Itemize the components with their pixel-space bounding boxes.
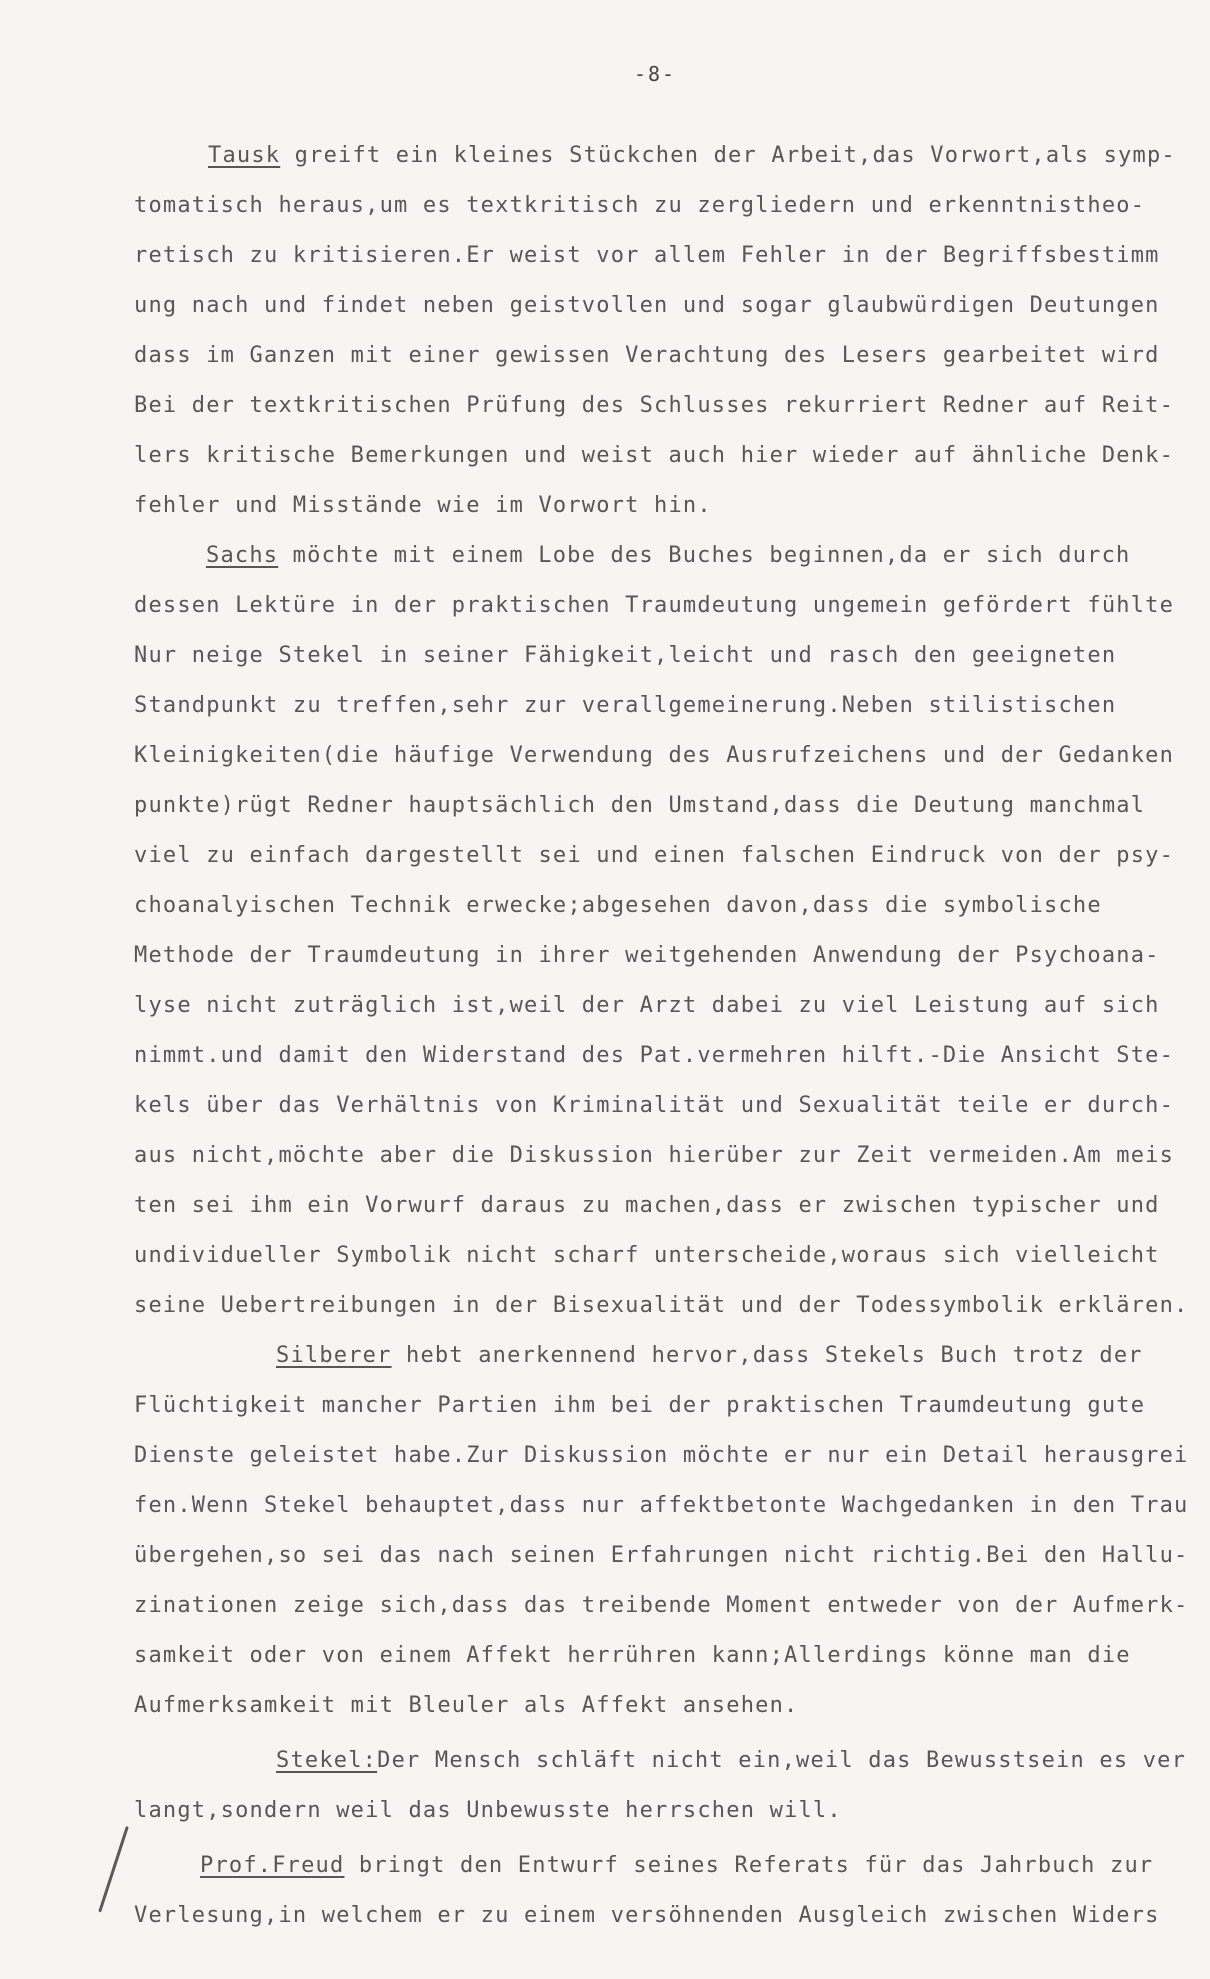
text-line: Silberer hebt anerkennend hervor,dass Stekels Buch trotz der xyxy=(276,1343,1143,1368)
speaker-name-sachs: Sachs xyxy=(206,543,279,568)
page-number: -8- xyxy=(633,62,677,86)
text-line: Bei der textkritischen Prüfung des Schlusses rekurriert Redner auf Reit- xyxy=(134,393,1175,418)
text-line: Methode der Traumdeutung in ihrer weitgehenden Anwendung der Psychoana- xyxy=(134,943,1160,968)
text-line: lyse nicht zuträglich ist,weil der Arzt dabei zu viel Leistung auf sich xyxy=(134,993,1160,1018)
text-line: Sachs möchte mit einem Lobe des Buches beginnen,da er sich durch xyxy=(206,543,1131,568)
text-line: ung nach und findet neben geistvollen und sogar glaubwürdigen Deutungen xyxy=(134,293,1160,318)
speaker-name-tausk: Tausk xyxy=(208,143,281,168)
text-line: punkte)rügt Redner hauptsächlich den Umstand,dass die Deutung manchmal xyxy=(134,793,1146,818)
text-line: zinationen zeige sich,dass das treibende Moment entweder von der Aufmerk- xyxy=(134,1593,1189,1618)
text-line: seine Uebertreibungen in der Bisexualität und der Todessymbolik erklären. xyxy=(134,1293,1189,1318)
text-line: nimmt.und damit den Widerstand des Pat.vermehren hilft.-Die Ansicht Ste- xyxy=(134,1043,1175,1068)
text-line: undividueller Symbolik nicht scharf unterscheide,woraus sich vielleicht xyxy=(134,1243,1160,1268)
text-line: viel zu einfach dargestellt sei und einen falschen Eindruck von der psy- xyxy=(134,843,1175,868)
text-line: Flüchtigkeit mancher Partien ihm bei der praktischen Traumdeutung gute xyxy=(134,1393,1146,1418)
text-line: Stekel:Der Mensch schläft nicht ein,weil das Bewusstsein es ver xyxy=(276,1748,1187,1773)
speaker-name-freud: Prof.Freud xyxy=(200,1853,345,1878)
text-line: Aufmerksamkeit mit Bleuler als Affekt ansehen. xyxy=(134,1693,799,1718)
text-line: Nur neige Stekel in seiner Fähigkeit,leicht und rasch den geeigneten xyxy=(134,643,1117,668)
text-line: tomatisch heraus,um es textkritisch zu zergliedern und erkenntnistheo- xyxy=(134,193,1146,218)
text-line: Standpunkt zu treffen,sehr zur verallgemeinerung.Neben stilistischen xyxy=(134,693,1117,718)
speaker-name-stekel: Stekel: xyxy=(276,1748,378,1773)
text-line: Tausk greift ein kleines Stückchen der Arbeit,das Vorwort,als symp- xyxy=(208,143,1176,168)
text-line: dessen Lektüre in der praktischen Traumdeutung ungemein gefördert fühlte xyxy=(134,593,1175,618)
margin-stroke-mark xyxy=(98,1826,129,1913)
speaker-name-silberer: Silberer xyxy=(276,1343,392,1368)
text-line: ten sei ihm ein Vorwurf daraus zu machen,dass er zwischen typischer und xyxy=(134,1193,1160,1218)
text-line: retisch zu kritisieren.Er weist vor allem Fehler in der Begriffsbestimm xyxy=(134,243,1160,268)
text-line: Dienste geleistet habe.Zur Diskussion möchte er nur ein Detail herausgrei xyxy=(134,1443,1189,1468)
text-line: lers kritische Bemerkungen und weist auch hier wieder auf ähnliche Denk- xyxy=(134,443,1175,468)
text-line: fehler und Misstände wie im Vorwort hin. xyxy=(134,493,712,518)
text-line: fen.Wenn Stekel behauptet,dass nur affektbetonte Wachgedanken in den Trau xyxy=(134,1493,1189,1518)
text-line: Kleinigkeiten(die häufige Verwendung des Ausrufzeichens und der Gedanken xyxy=(134,743,1175,768)
text-line: choanalyischen Technik erwecke;abgesehen davon,dass die symbolische xyxy=(134,893,1102,918)
text-line: Verlesung,in welchem er zu einem versöhnenden Ausgleich zwischen Widers xyxy=(134,1903,1160,1928)
text-line: langt,sondern weil das Unbewusste herrschen will. xyxy=(134,1798,842,1823)
text-line: übergehen,so sei das nach seinen Erfahrungen nicht richtig.Bei den Hallu- xyxy=(134,1543,1189,1568)
text-line: kels über das Verhältnis von Kriminalität und Sexualität teile er durch- xyxy=(134,1093,1175,1118)
text-line: Prof.Freud bringt den Entwurf seines Referats für das Jahrbuch zur xyxy=(200,1853,1154,1878)
text-line: dass im Ganzen mit einer gewissen Verachtung des Lesers gearbeitet wird xyxy=(134,343,1160,368)
text-line: samkeit oder von einem Affekt herrühren kann;Allerdings könne man die xyxy=(134,1643,1131,1668)
text-line: aus nicht,möchte aber die Diskussion hierüber zur Zeit vermeiden.Am meis xyxy=(134,1143,1175,1168)
